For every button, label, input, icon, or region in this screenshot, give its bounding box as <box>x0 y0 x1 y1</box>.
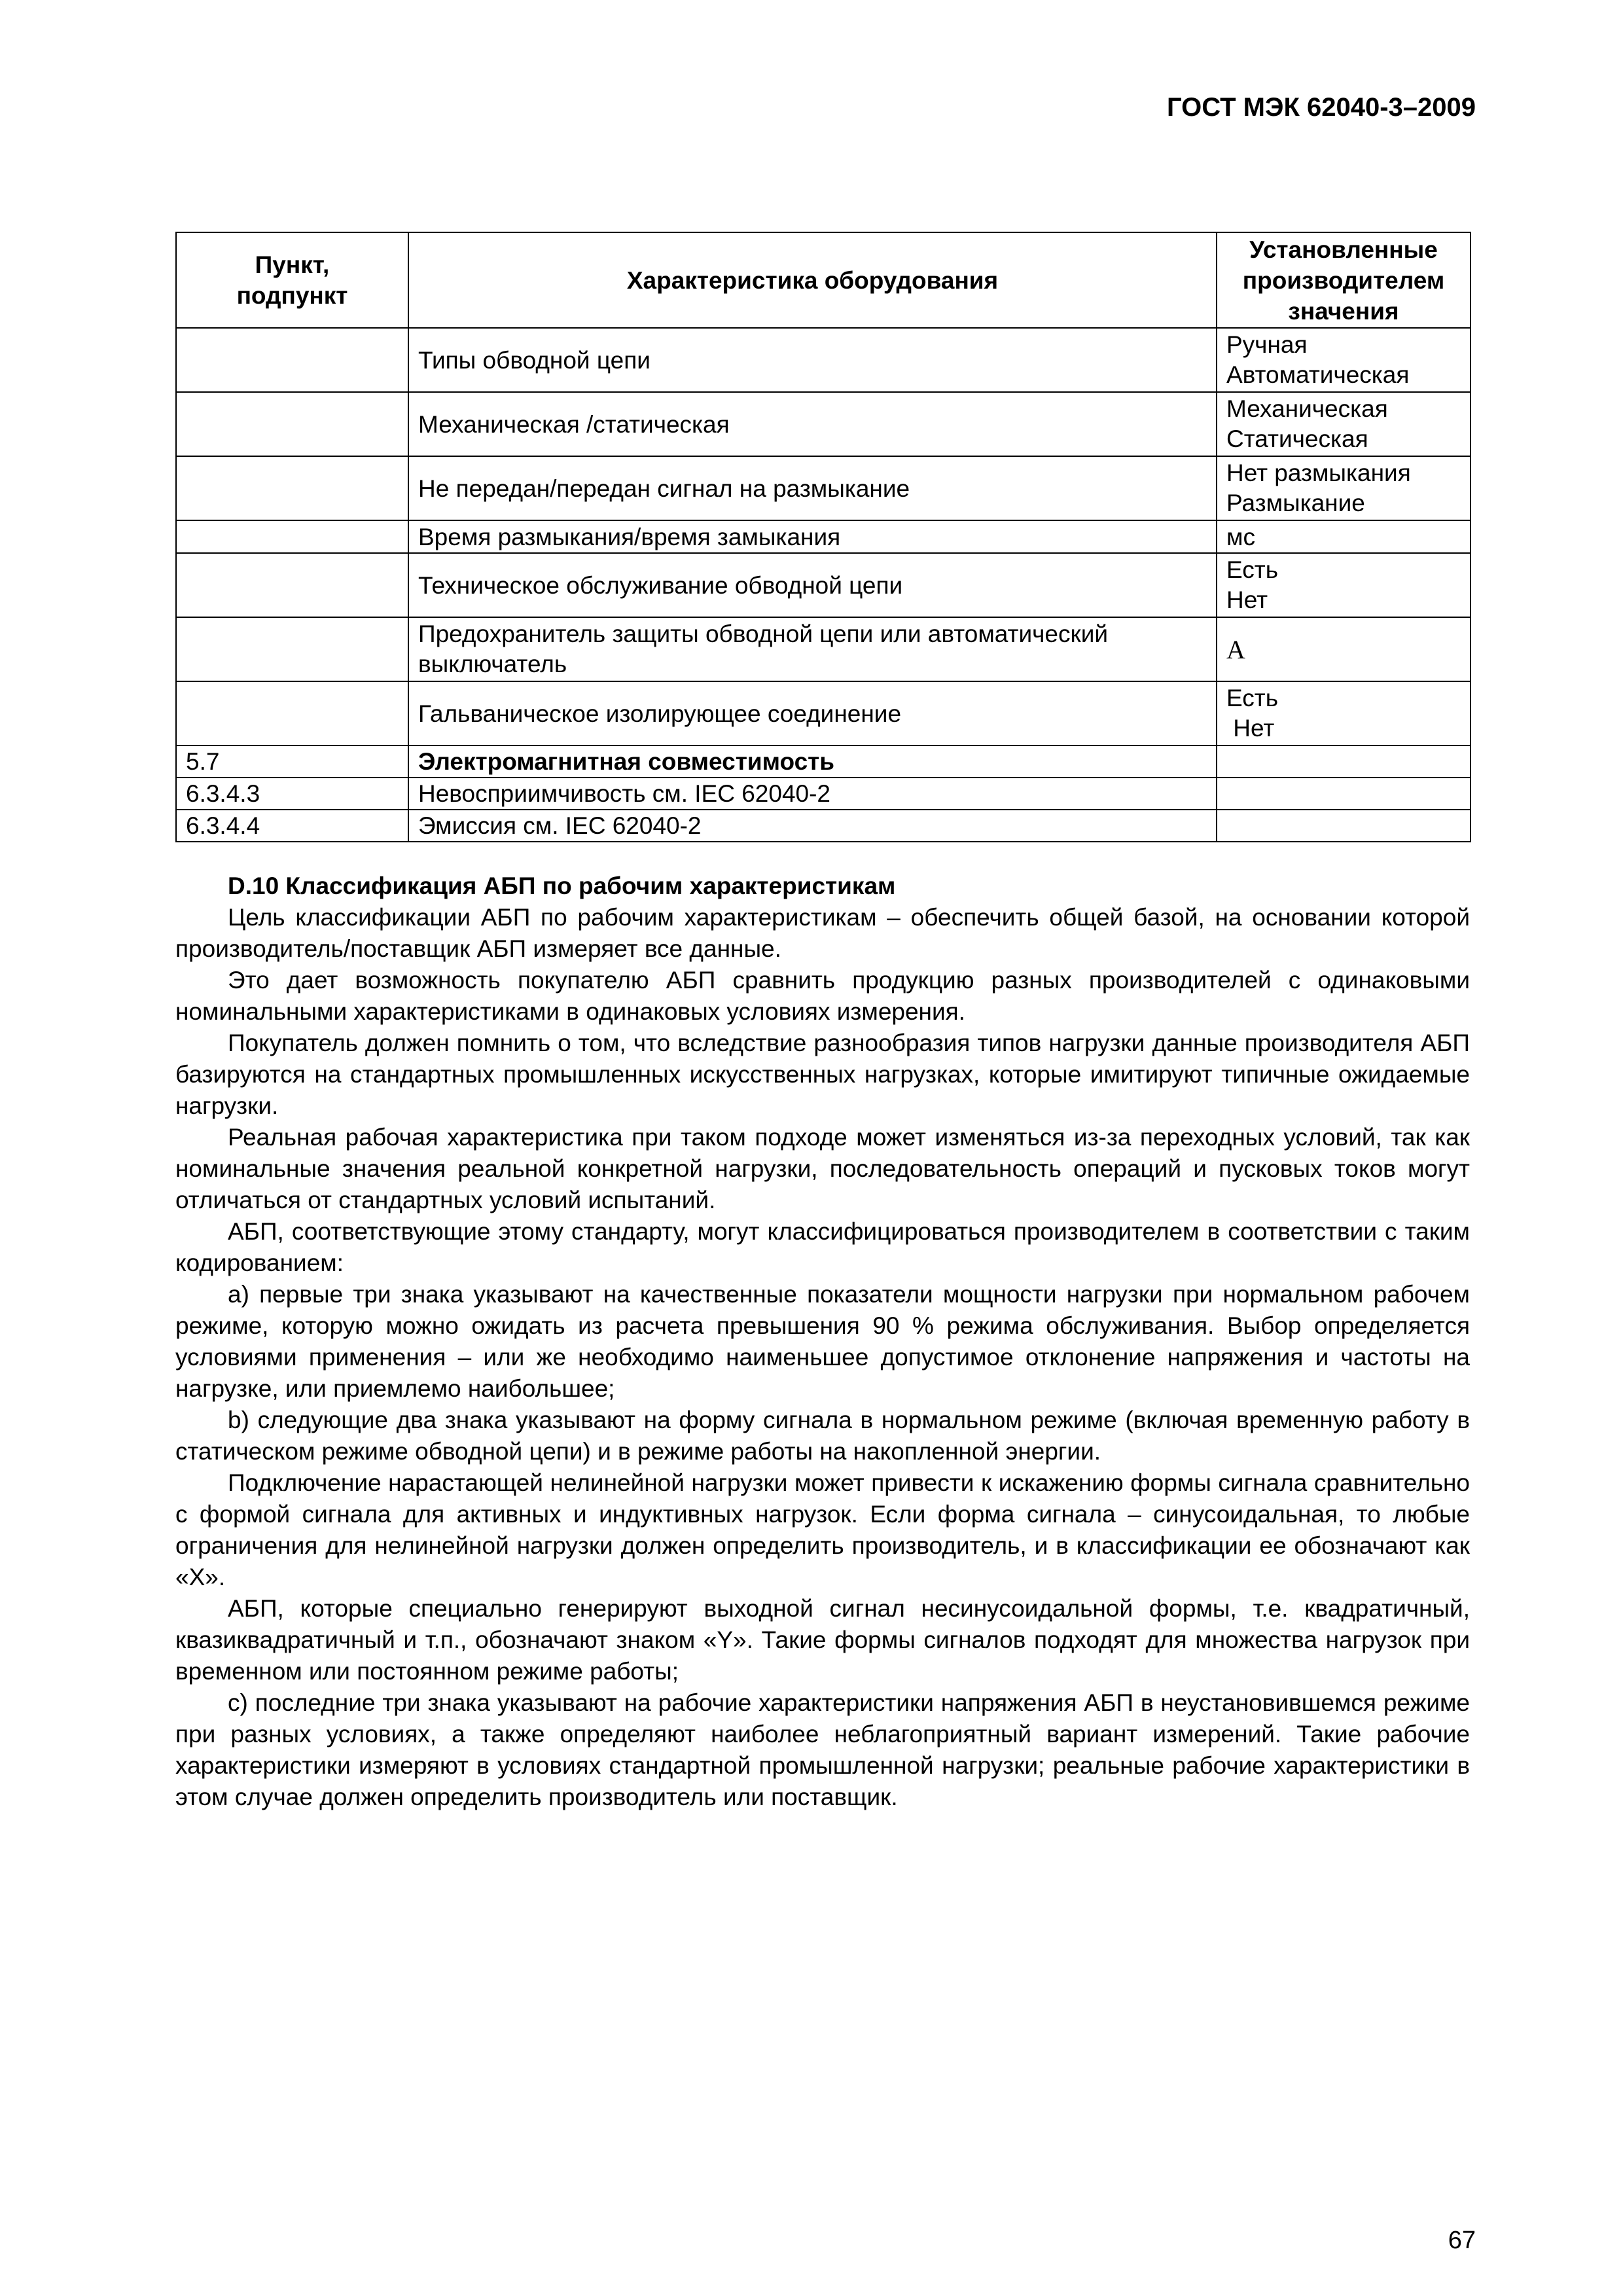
table-row <box>176 778 1471 810</box>
header-values: Установленные производителем значения <box>1217 232 1471 328</box>
cell-values <box>1217 617 1471 681</box>
table-row <box>176 617 1471 681</box>
cell-clause <box>176 456 408 520</box>
cell-feature: Техническое обслуживание обводной цепи <box>408 553 1217 617</box>
paragraph: Покупатель должен помнить о том, что вследствие разнообразия типов нагрузки данные производителя АБП базируются на стандартных промышленных искусственных нагрузках, которые имитируют типичные ожидаемые нагрузки. <box>175 1030 1470 1119</box>
value-line: мс <box>1226 523 1255 550</box>
cell-values <box>1217 810 1471 842</box>
value-line: Есть <box>1226 685 1278 711</box>
cell-feature: Предохранитель защиты обводной цепи или автоматический выключатель <box>408 617 1217 681</box>
page-number: 67 <box>1448 2227 1476 2254</box>
table-row <box>176 456 1471 520</box>
paragraph: Это дает возможность покупателю АБП сравнить продукцию разных производителей с одинаковыми номинальными характеристиками в одинаковых условиях измерения. <box>175 967 1470 1025</box>
cell-clause <box>176 553 408 617</box>
header-clause: Пункт, подпункт <box>176 232 408 328</box>
cell-feature: Эмиссия см. IEC 62040-2 <box>408 810 1217 842</box>
value-line: Автоматическая <box>1226 361 1410 388</box>
table-row <box>176 810 1471 842</box>
section-heading: D.10 Классификация АБП по рабочим характеристикам <box>228 872 896 899</box>
table-row <box>176 392 1471 456</box>
cell-values <box>1217 553 1471 617</box>
cell-clause <box>176 681 408 745</box>
cell-feature: Типы обводной цепи <box>408 328 1217 392</box>
cell-clause: 6.3.4.4 <box>176 810 408 842</box>
table-row <box>176 681 1471 745</box>
cell-feature: Время размыкания/время замыкания <box>408 520 1217 553</box>
cell-values <box>1217 392 1471 456</box>
value-line: А <box>1226 634 1245 664</box>
value-line: Нет размыкания <box>1226 459 1411 486</box>
paragraph: Реальная рабочая характеристика при таком подходе может изменяться из-за переходных условий, так как номинальные значения реальной конкретной нагрузки, последовательность операций и пусковых токов могут отличаться от стандартных условий испытаний. <box>175 1124 1470 1213</box>
classification-section <box>175 870 1470 1813</box>
cell-values <box>1217 520 1471 553</box>
cell-feature: Гальваническое изолирующее соединение <box>408 681 1217 745</box>
table-row <box>176 745 1471 778</box>
table-row <box>176 328 1471 392</box>
cell-feature: Электромагнитная совместимость <box>408 745 1217 778</box>
document-code: ГОСТ МЭК 62040-3–2009 <box>1166 93 1476 122</box>
value-line: Нет <box>1226 586 1268 613</box>
cell-clause <box>176 520 408 553</box>
header-feature: Характеристика оборудования <box>408 232 1217 328</box>
paragraph: a) первые три знака указывают на качественные показатели мощности нагрузки при нормальном рабочем режиме, которую можно ожидать из расчета превышения 90 % режима обслуживания. Выбор определяется условиями применения – или же необходимо наименьшее допустимое отклонение напряжения и частоты на нагрузке, или приемлемо наибольшее; <box>175 1281 1470 1402</box>
table-row <box>176 520 1471 553</box>
value-line: Статическая <box>1226 425 1368 452</box>
cell-clause <box>176 328 408 392</box>
paragraph: АБП, соответствующие этому стандарту, могут классифицироваться производителем в соответствии с таким кодированием: <box>175 1218 1470 1276</box>
table-header-row <box>176 232 1471 328</box>
value-line: Размыкание <box>1226 490 1365 516</box>
cell-clause <box>176 617 408 681</box>
cell-feature: Механическая /статическая <box>408 392 1217 456</box>
value-line: Механическая <box>1226 395 1388 422</box>
cell-values <box>1217 328 1471 392</box>
value-line: Нет <box>1226 715 1275 742</box>
cell-feature: Невосприимчивость см. IEC 62040-2 <box>408 778 1217 810</box>
paragraph: Подключение нарастающей нелинейной нагрузки может привести к искажению формы сигнала сравнительно с формой сигнала для активных и индуктивных нагрузок. Если форма сигнала – синусоидальная, то любые ограничения для нелинейной нагрузки должен определить производитель, и в классификации ее обозначают как «X». <box>175 1469 1470 1590</box>
cell-values <box>1217 681 1471 745</box>
value-line: Есть <box>1226 556 1278 583</box>
value-line: Ручная <box>1226 331 1308 358</box>
cell-clause: 6.3.4.3 <box>176 778 408 810</box>
table-row <box>176 553 1471 617</box>
paragraph: АБП, которые специально генерируют выходной сигнал несинусоидальной формы, т.е. квадратичный, квазиквадратичный и т.п., обозначают знаком «Y». Такие формы сигналов подходят для множества нагрузок при временном или постоянном режиме работы; <box>175 1595 1470 1685</box>
cell-clause: 5.7 <box>176 745 408 778</box>
cell-clause <box>176 392 408 456</box>
characteristics-table <box>175 232 1471 842</box>
cell-values <box>1217 456 1471 520</box>
cell-values <box>1217 778 1471 810</box>
paragraph: Цель классификации АБП по рабочим характеристикам – обеспечить общей базой, на основании которой производитель/поставщик АБП измеряет все данные. <box>175 904 1470 962</box>
paragraph: c) последние три знака указывают на рабочие характеристики напряжения АБП в неустановившемся режиме при разных условиях, а также определяют наиболее неблагоприятный вариант измерений. Такие рабочие характеристики измеряют в условиях стандартной промышленной нагрузки; реальные рабочие характеристики в этом случае должен определить производитель или поставщик. <box>175 1689 1470 1810</box>
cell-values <box>1217 745 1471 778</box>
cell-feature: Не передан/передан сигнал на размыкание <box>408 456 1217 520</box>
paragraph: b) следующие два знака указывают на форму сигнала в нормальном режиме (включая временную работу в статическом режиме обводной цепи) и в режиме работы на накопленной энергии. <box>175 1407 1470 1465</box>
